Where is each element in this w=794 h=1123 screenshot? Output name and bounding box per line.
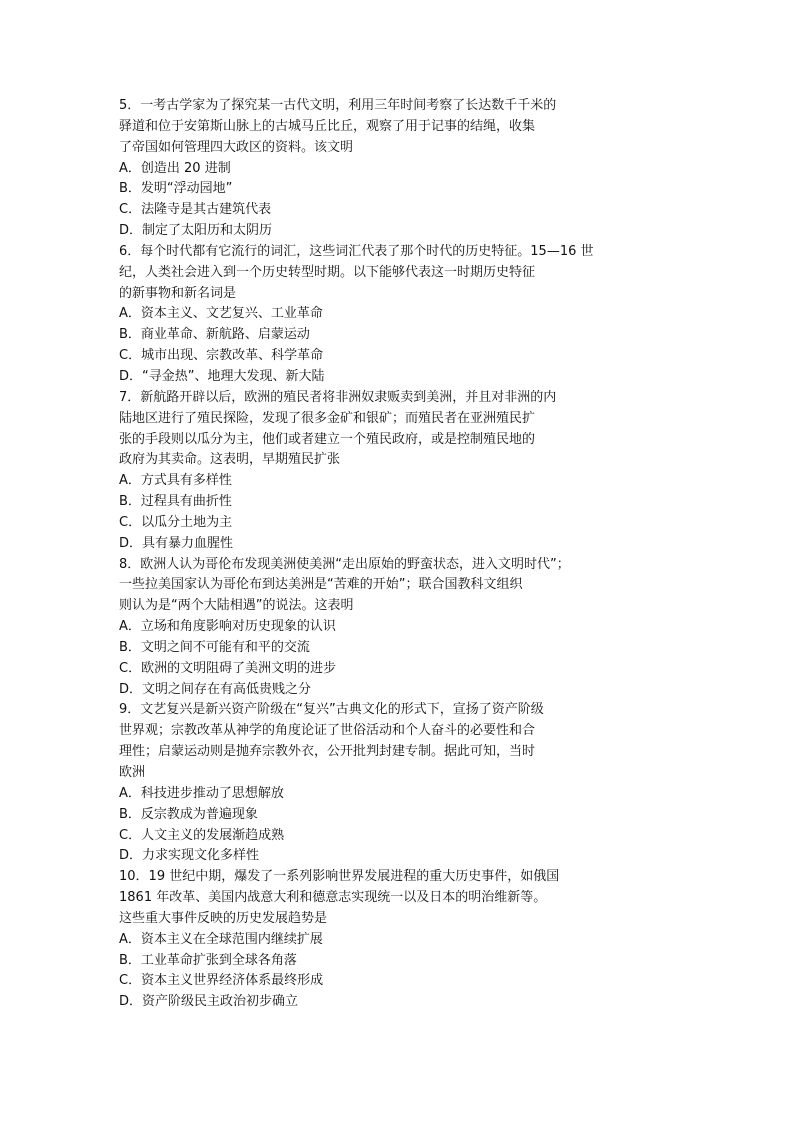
answer-option: A．立场和角度影响对历史现象的认识: [119, 619, 336, 635]
question-stem-line: 1861 年改革、美国内战意大利和德意志实现统一以及日本的明治维新等。: [119, 890, 547, 906]
answer-option: B．商业革命、新航路、启蒙运动: [119, 327, 310, 343]
answer-option: D．资产阶级民主政治初步确立: [119, 994, 299, 1010]
answer-option: A．科技进步推动了思想解放: [119, 785, 284, 801]
answer-option: B．发明“浮动园地”: [119, 181, 233, 197]
answer-option: B．文明之间不可能有和平的交流: [119, 639, 310, 655]
document-page: [119, 96, 639, 1013]
answer-option: D．“寻金热”、地理大发现、新大陆: [119, 368, 325, 384]
question-stem-line: 理性；启蒙运动则是抛弃宗教外衣，公开批判封建专制。据此可知，当时: [119, 744, 536, 760]
question-stem-line: 世界观；宗教改革从神学的角度论证了世俗活动和个人奋斗的必要性和合: [119, 723, 536, 739]
answer-option: B．工业革命扩张到全球各角落: [119, 952, 297, 968]
answer-option: C．城市出现、宗教改革、科学革命: [119, 348, 324, 364]
question-stem-line: 的新事物和新名词是: [119, 285, 237, 301]
answer-option: A．方式具有多样性: [119, 473, 232, 489]
answer-option: D．具有暴力血腥性: [119, 535, 234, 551]
question-stem-line: 一些拉美国家认为哥伦布到达美洲是“苦难的开始”；联合国教科文组织: [119, 577, 523, 593]
question-stem-line: 政府为其卖命。这表明，早期殖民扩张: [119, 452, 341, 468]
answer-option: D．文明之间存在有高低贵贱之分: [119, 681, 312, 697]
question-stem-line: 7．新航路开辟以后，欧洲的殖民者将非洲奴隶贩卖到美洲，并且对非洲的内: [119, 389, 557, 405]
answer-option: D．力求实现文化多样性: [119, 848, 260, 864]
question-stem-line: 则认为是“两个大陆相遇”的说法。这表明: [119, 598, 354, 614]
question-stem-line: 9．文艺复兴是新兴资产阶级在“复兴”古典文化的形式下，宣扬了资产阶级: [119, 702, 544, 718]
question-stem-line: 8．欧洲人认为哥伦布发现美洲使美洲“走出原始的野蛮状态，进入文明时代”；: [119, 556, 570, 572]
answer-option: B．反宗教成为普遍现象: [119, 806, 258, 822]
answer-option: A．资本主义在全球范围内继续扩展: [119, 931, 323, 947]
question-stem-line: 驿道和位于安第斯山脉上的古城马丘比丘，观察了用于记事的结绳，收集: [119, 118, 536, 134]
question-stem-line: 10．19 世纪中期，爆发了一系列影响世界发展进程的重大历史事件，如俄国: [119, 869, 560, 885]
answer-option: A．资本主义、文艺复兴、工业革命: [119, 306, 323, 322]
answer-option: C．欧洲的文明阻碍了美洲文明的进步: [119, 660, 337, 676]
answer-option: C．资本主义世界经济体系最终形成: [119, 973, 324, 989]
answer-option: C．以瓜分土地为主: [119, 514, 233, 530]
answer-option: B．过程具有曲折性: [119, 494, 232, 510]
question-stem-line: 这些重大事件反映的历史发展趋势是: [119, 910, 328, 926]
answer-option: C．法隆寺是其古建筑代表: [119, 202, 272, 218]
question-stem-line: 欧洲: [119, 765, 146, 780]
question-stem-line: 5．一考古学家为了探究某一古代文明，利用三年时间考察了长达数千千米的: [119, 98, 557, 113]
answer-option: C．人文主义的发展渐趋成熟: [119, 827, 285, 843]
answer-option: A．创造出 20 进制: [119, 160, 231, 176]
question-stem-line: 陆地区进行了殖民探险，发现了很多金矿和银矿；而殖民者在亚洲殖民扩: [119, 410, 536, 426]
question-stem-line: 了帝国如何管理四大政区的资料。该文明: [119, 139, 354, 155]
question-stem-line: 6．每个时代都有它流行的词汇，这些词汇代表了那个时代的历史特征。15—16 世: [119, 243, 594, 259]
question-stem-line: 张的手段则以瓜分为主，他们或者建立一个殖民政府，或是控制殖民地的: [119, 431, 536, 447]
answer-option: D．制定了太阳历和太阴历: [119, 223, 273, 239]
question-stem-line: 纪，人类社会进入到一个历史转型时期。以下能够代表这一时期历史特征: [119, 264, 536, 280]
